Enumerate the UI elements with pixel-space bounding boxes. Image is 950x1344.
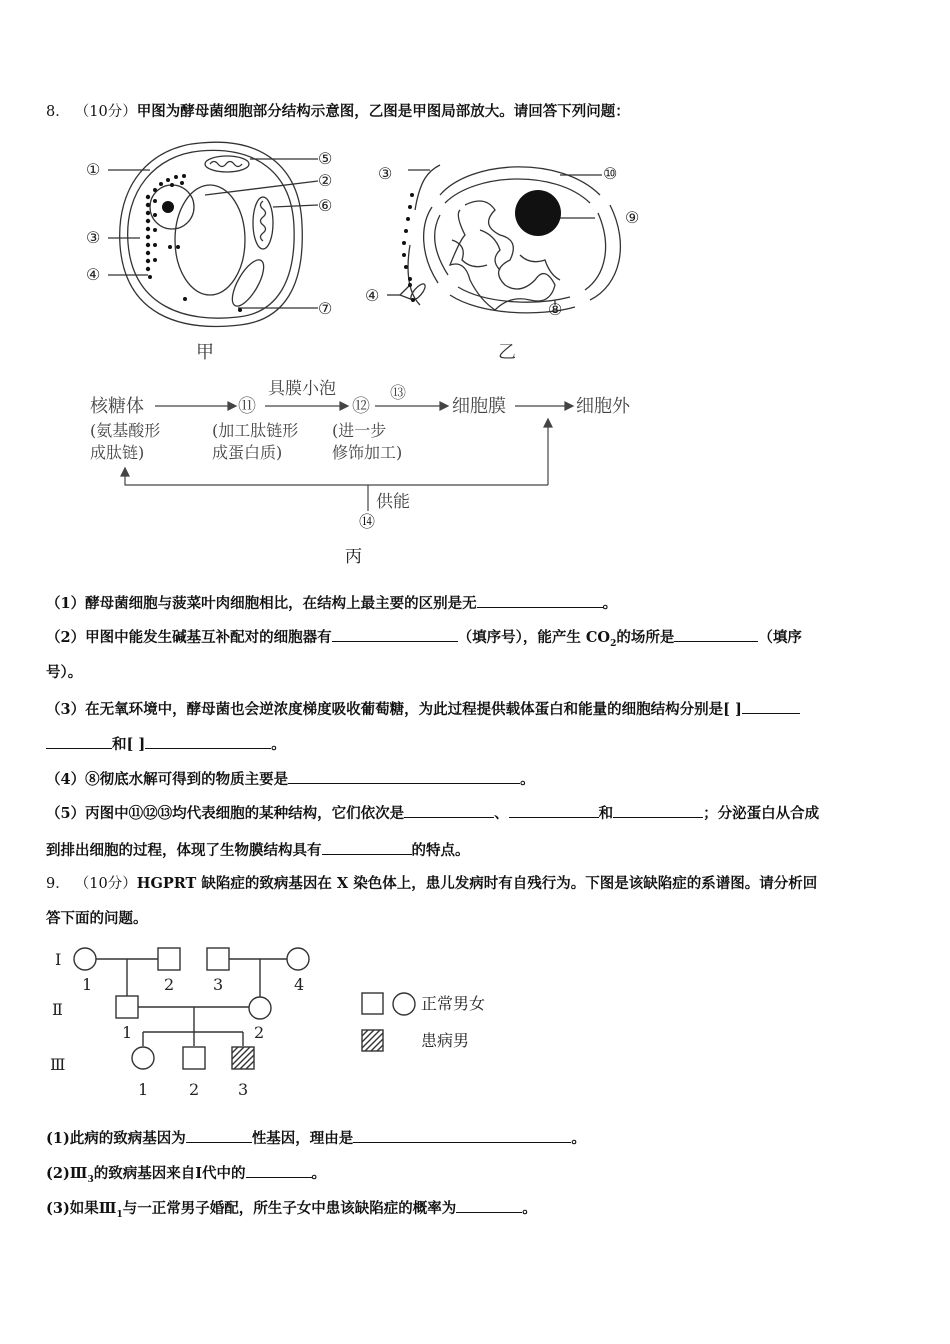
flow-arrow-vesicle: 具膜小泡 bbox=[268, 379, 336, 399]
legend-normal-female bbox=[393, 993, 415, 1015]
q8-sub1-end: 。 bbox=[602, 595, 618, 612]
q8-sub4 bbox=[46, 769, 535, 790]
q8-sub2 bbox=[46, 627, 802, 654]
q8-sub2-blank-2[interactable] bbox=[674, 627, 758, 642]
q9-stem-line-2 bbox=[46, 909, 148, 929]
q8-sub2-text-a: （2）甲图中能发生碱基互补配对的细胞器有 bbox=[46, 629, 332, 646]
num-III2: 2 bbox=[189, 1080, 200, 1099]
q8-sub2-text-c: 的场所是 bbox=[616, 629, 675, 646]
q8-sub5-sep1: 、 bbox=[494, 805, 509, 822]
q8-sub1-blank[interactable] bbox=[477, 593, 603, 608]
q8-sub2-text-b: （填序号），能产生 CO bbox=[457, 629, 611, 646]
mitochondrion-3 bbox=[226, 255, 269, 310]
num-I1: 1 bbox=[82, 975, 93, 994]
q8-stem: 甲图为酵母菌细胞部分结构示意图，乙图是甲图局部放大。请回答下列问题： bbox=[136, 103, 630, 120]
flow-mark-13: ⑬ bbox=[390, 383, 407, 402]
q8-sub5-text-d: 的特点。 bbox=[411, 842, 470, 859]
label-jia-7: ⑦ bbox=[318, 299, 333, 318]
pedigree-I4 bbox=[287, 948, 309, 970]
label-yi-10: ⑩ bbox=[603, 164, 618, 183]
q8-sub4-blank[interactable] bbox=[288, 769, 520, 784]
q8-sub5-text-c: 到排出细胞的过程，体现了生物膜结构具有 bbox=[46, 842, 322, 859]
mitochondrion-1 bbox=[205, 156, 249, 172]
flow-node-11: ⑪ bbox=[238, 396, 256, 417]
nuclear-envelope-inner bbox=[445, 179, 590, 203]
q8-sub5-cont bbox=[46, 840, 470, 861]
num-III3: 3 bbox=[238, 1080, 249, 1099]
flow-node1-sub2: 成肽链) bbox=[90, 443, 145, 462]
q9-sub3-text-c: 。 bbox=[522, 1200, 537, 1217]
q9-score: （10分） bbox=[74, 876, 137, 892]
q8-sub3-text-a: （3）在无氧环境中，酵母菌也会逆浓度梯度吸收葡萄糖，为此过程提供载体蛋白和能量的细胞结构分别是[ ] bbox=[46, 701, 742, 718]
q9-stem-a: HGPRT 缺陷症的致病基因在 X 染色体上，患儿发病时有自残行为。下图是该缺陷症的系谱图。请分析回 bbox=[136, 875, 818, 892]
num-III1: 1 bbox=[138, 1080, 149, 1099]
legend-normal-label: 正常男女 bbox=[421, 994, 486, 1013]
label-yi-9: ⑨ bbox=[625, 208, 640, 227]
q8-sub5-sep2: 和 bbox=[598, 805, 614, 822]
q9-sub1-text-b: 性基因，理由是 bbox=[251, 1130, 354, 1147]
q9-sub1-text-a: (1)此病的致病基因为 bbox=[46, 1130, 186, 1147]
q9-number: 9． bbox=[46, 876, 70, 892]
endoplasmic-reticulum bbox=[415, 165, 440, 210]
flow-node-12: ⑫ bbox=[352, 396, 370, 417]
q8-sub2-text-d: （填序 bbox=[758, 629, 802, 646]
q9-sub2-blank[interactable] bbox=[246, 1163, 312, 1178]
label-jia-1: ① bbox=[86, 160, 101, 179]
q8-sub4-end: 。 bbox=[520, 771, 535, 788]
q9-sub2 bbox=[46, 1163, 326, 1190]
q9-sub3-blank[interactable] bbox=[456, 1198, 522, 1213]
q8-sub3-cont bbox=[46, 734, 286, 755]
label-jia-2: ② bbox=[318, 171, 333, 190]
caption-yi: 乙 bbox=[498, 342, 516, 363]
flow-node2-sub1: (加工肽链形 bbox=[212, 421, 299, 440]
pedigree-I2 bbox=[158, 948, 180, 970]
q8-sub3 bbox=[46, 699, 800, 720]
q8-sub3-blank-1b[interactable] bbox=[46, 734, 112, 749]
q9-sub2-subscript: 3 bbox=[87, 1174, 94, 1185]
flow-mark-14: ⑭ bbox=[359, 512, 376, 531]
q9-stem-b: 答下面的问题。 bbox=[46, 910, 148, 927]
pedigree-III1 bbox=[132, 1047, 154, 1069]
q8-sub5-blank-1[interactable] bbox=[404, 803, 494, 818]
q8-sub4-text: （4）⑧彻底水解可得到的物质主要是 bbox=[46, 771, 289, 788]
q8-sub2-text-e: 号）。 bbox=[46, 664, 83, 681]
q8-sub2-cont bbox=[46, 663, 82, 683]
legend-normal-male bbox=[362, 993, 383, 1014]
vacuole bbox=[175, 185, 245, 295]
label-yi-3: ③ bbox=[378, 164, 393, 183]
pedigree-II1 bbox=[116, 996, 138, 1018]
q8-sub5 bbox=[46, 803, 819, 824]
label-yi-4: ④ bbox=[365, 286, 380, 305]
num-I4: 4 bbox=[294, 975, 305, 994]
label-jia-5: ⑤ bbox=[318, 149, 333, 168]
q8-sub3-blank-2[interactable] bbox=[145, 734, 271, 749]
num-II2: 2 bbox=[254, 1023, 265, 1042]
q9-sub3-subscript: 1 bbox=[116, 1209, 123, 1220]
q8-sub5-text-b: ；分泌蛋白从合成 bbox=[703, 805, 820, 822]
pedigree-III2 bbox=[183, 1047, 205, 1069]
gen-label-III: Ⅲ bbox=[50, 1055, 66, 1074]
q8-sub5-blank-4[interactable] bbox=[322, 840, 412, 855]
mitochondrion-2 bbox=[253, 197, 273, 249]
q8-sub5-blank-3[interactable] bbox=[613, 803, 703, 818]
num-I2: 2 bbox=[164, 975, 175, 994]
label-jia-4: ④ bbox=[86, 265, 101, 284]
gen-label-I: Ⅰ bbox=[55, 950, 62, 969]
q9-sub1-blank-2[interactable] bbox=[353, 1128, 571, 1143]
q8-sub3-blank-1a[interactable] bbox=[742, 699, 800, 714]
caption-jia: 甲 bbox=[196, 342, 214, 363]
q8-sub5-text-a: （5）丙图中⑪⑫⑬均代表细胞的某种结构，它们依次是 bbox=[46, 805, 405, 822]
flow-energy-label: 供能 bbox=[376, 492, 410, 512]
q8-sub2-subscript: 2 bbox=[610, 638, 617, 649]
q9-sub1 bbox=[46, 1128, 586, 1149]
q8-sub5-blank-2[interactable] bbox=[509, 803, 599, 818]
q9-sub1-blank-1[interactable] bbox=[186, 1128, 252, 1143]
q9-sub3-text-a: (3)如果Ⅲ bbox=[46, 1200, 117, 1217]
pedigree-I1 bbox=[74, 948, 96, 970]
q8-cell-figure bbox=[0, 135, 950, 515]
num-II1: 1 bbox=[122, 1023, 133, 1042]
q9-sub3 bbox=[46, 1198, 537, 1225]
nucleolus bbox=[515, 190, 561, 236]
q9-stem-line bbox=[46, 874, 817, 894]
flow-node-ribosome: 核糖体 bbox=[90, 396, 144, 417]
q8-sub1-text: （1）酵母菌细胞与菠菜叶肉细胞相比，在结构上最主要的区别是无 bbox=[46, 595, 477, 612]
q9-sub2-text-a: (2)Ⅲ bbox=[46, 1165, 88, 1182]
q8-sub3-text-b: 和[ ] bbox=[112, 736, 146, 753]
flow-node-membrane: 细胞膜 bbox=[452, 396, 506, 417]
flow-node3-sub1: (进一步 bbox=[332, 421, 387, 440]
flow-node1-sub1: (氨基酸形 bbox=[90, 421, 161, 440]
label-jia-6: ⑥ bbox=[318, 196, 333, 215]
num-I3: 3 bbox=[213, 975, 224, 994]
q9-sub1-text-c: 。 bbox=[571, 1130, 586, 1147]
q9-sub2-text-b: 的致病基因来自Ⅰ代中的 bbox=[93, 1165, 246, 1182]
label-yi-8: ⑧ bbox=[548, 300, 563, 319]
q9-sub3-text-b: 与一正常男子婚配，所生子女中患该缺陷症的概率为 bbox=[122, 1200, 457, 1217]
pedigree-I3 bbox=[207, 948, 229, 970]
q9-sub2-text-c: 。 bbox=[311, 1165, 327, 1182]
flow-node-outside: 细胞外 bbox=[576, 396, 630, 417]
gen-label-II: Ⅱ bbox=[52, 1000, 63, 1019]
flow-node3-sub2: 修饰加工) bbox=[332, 443, 403, 462]
q8-sub1 bbox=[46, 593, 617, 614]
q8-sub3-text-c: 。 bbox=[271, 736, 286, 753]
legend-affected-label: 患病男 bbox=[421, 1031, 470, 1050]
caption-bing: 丙 bbox=[345, 547, 362, 567]
q8-stem-line bbox=[46, 102, 630, 122]
flow-node2-sub2: 成蛋白质) bbox=[212, 443, 283, 462]
pedigree-II2 bbox=[249, 997, 271, 1019]
yeast-cell-membrane bbox=[128, 150, 294, 318]
label-jia-3: ③ bbox=[86, 228, 101, 247]
q8-sub2-blank-1[interactable] bbox=[332, 627, 458, 642]
q8-number: 8． bbox=[46, 104, 70, 120]
q8-score: （10分） bbox=[74, 104, 137, 120]
pedigree-chart bbox=[0, 940, 950, 1100]
